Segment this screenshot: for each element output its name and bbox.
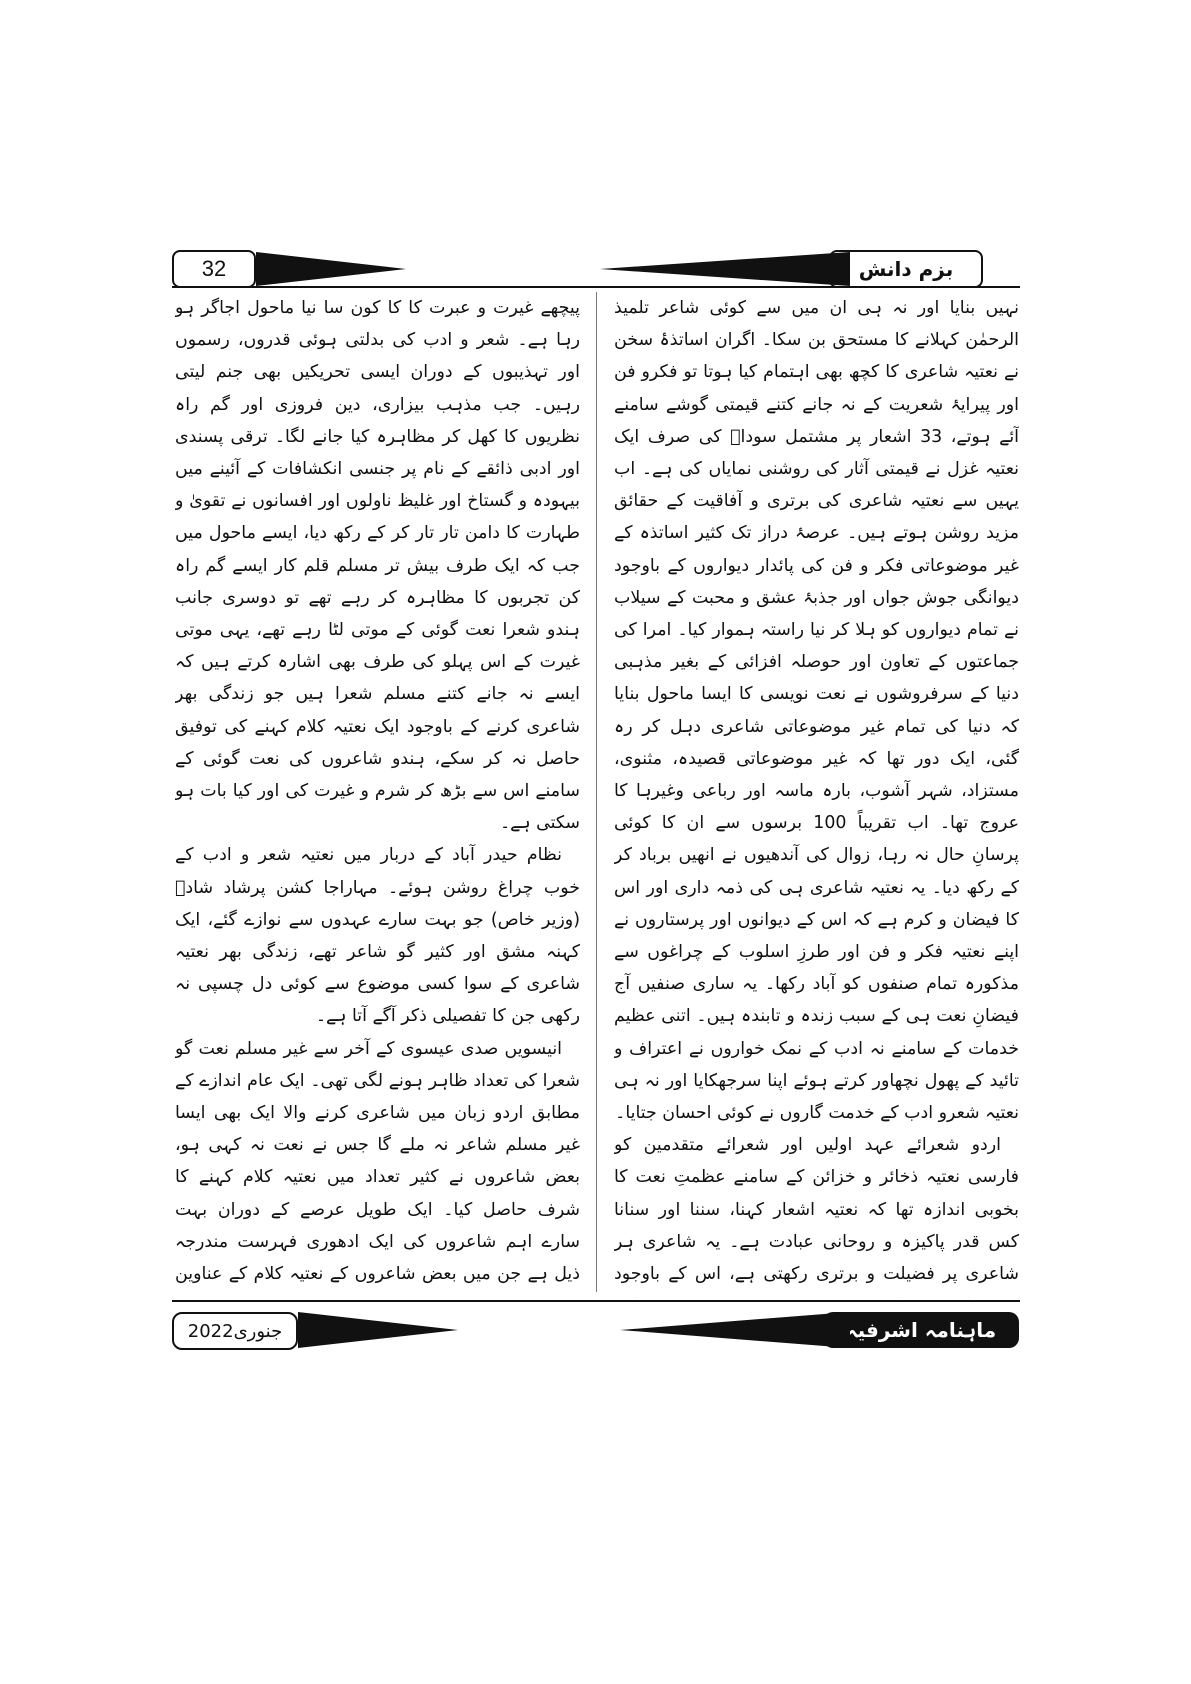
magazine-name-badge (823, 1312, 1019, 1348)
right-text-column (614, 292, 1019, 1298)
column-divider (596, 292, 597, 1292)
footer-rule (172, 1300, 1020, 1302)
issue-date: جنوری2022 (187, 1320, 283, 1342)
section-title: بزم دانش (858, 257, 954, 281)
paragraph: نظام حیدر آباد کے دربار میں نعتیہ شعر و ادب کے خوب چراغ روشن ہوئے۔ مہاراجا کشن پرشاد شادؔ (وزیر خاص) جو بہت سارے عہدوں سے نوازے گئے، ایک کہنہ مشق اور کثیر گو شاعر تھے، زندگی بھر نعتیہ شاعری کے سوا کسی موضوع سے کوئی دل چسپی نہ رکھی جن کا تفصیلی ذکر آگے آتا ہے۔ (175, 845, 580, 1027)
header-decorative-wedge-left (256, 252, 406, 286)
paragraph: اردو شعرائے عہد اولیں اور شعرائے متقدمین کو فارسی نعتیہ ذخائر و خزائن کے سامنے عظمتِ نعت کا بخوبی اندازہ تھا کہ نعتیہ اشعار کہنا، سننا اور سنانا کس قدر پاکیزہ و روحانی عبادت ہے۔ یہ شاعری ہر شاعری پر فضیلت و برتری رکھتی ہے، اس کے باوجود (614, 1135, 1019, 1285)
footer-decorative-wedge-right (620, 1312, 850, 1348)
page-number-box (172, 250, 256, 288)
paragraph: پیچھے غیرت و عبرت کا کا کون سا نیا ماحول اجاگر ہو رہا ہے۔ شعر و ادب کی بدلتی ہوئی قدروں، رسموں اور تہذیبوں کے دوران ایسی تحریکیں بھی جنم لیتی رہیں۔ جب مذہب بیزاری، دین فروزی اور گم راہ نظریوں کا کھل کر مظاہرہ کیا جانے لگا۔ ترقی پسندی اور ادبی ذائقے کے نام پر جنسی انکشافات کے آئینے میں بیہودہ و گستاخ اور غلیظ ناولوں اور افسانوں نے تقویٰ و طہارت کا دامن تار تار کر کے رکھ دیا، ایسے ماحول میں جب کہ ایک طرف بیش تر مسلم قلم کار ایسے گم راہ کن تجربوں کا مظاہرہ کر رہے تھے تو دوسری جانب ہندو شعرا نعت گوئی کے موتی لٹا رہے تھے، یہی موتی غیرت کے اس پہلو کی طرف بھی اشارہ کرتے ہیں کہ ایسے نہ جانے کتنے مسلم شعرا ہیں جو زندگی بھر شاعری کرنے کے باوجود ایک نعتیہ کلام کہنے کی توفیق حاصل نہ کر سکے، ہندو شاعروں کی نعت گوئی کے سامنے اس سے بڑھ کر شرم و غیرت کی اور کیا بات ہو سکتی ہے۔ (175, 298, 580, 834)
issue-date-box (172, 1312, 298, 1350)
left-text-column (175, 292, 580, 1298)
section-title-badge (829, 250, 983, 288)
header-decorative-wedge-right (600, 252, 850, 286)
magazine-name: ماہنامہ اشرفیہ (845, 1318, 997, 1342)
footer-decorative-wedge-left (298, 1312, 458, 1348)
paragraph: انیسویں صدی عیسوی کے آخر سے غیر مسلم نعت گو شعرا کی تعداد ظاہر ہونے لگی تھی۔ ایک عام اندازے کے مطابق اردو زبان میں شاعری کرنے والا ایک بھی ایسا غیر مسلم شاعر نہ ملے گا جس نے نعت نہ کہی ہو، بعض شاعروں نے کثیر تعداد میں نعتیہ کلام کہنے کا شرف حاصل کیا۔ ایک طویل عرصے کے دوران بہت سارے اہم شاعروں کی ایک ادھوری فہرست مندرجہ ذیل ہے جن میں بعض شاعروں کے نعتیہ کلام کے عناوین (175, 1038, 580, 1285)
paragraph: نہیں بنایا اور نہ ہی ان میں سے کوئی شاعر تلمیذ الرحمٰن کہلانے کا مستحق بن سکا۔ اگران اساتذۂ سخن نے نعتیہ شاعری کا کچھ بھی اہتمام کیا ہوتا تو فکرو فن اور پیرایۂ شعریت کے نہ جانے کتنے قیمتی گوشے سامنے آئے ہوتے، 33 اشعار پر مشتمل سوداؔ کی صرف ایک نعتیہ غزل نے قیمتی آثار کی روشنی نمایاں کی ہے۔ اب یہیں سے نعتیہ شاعری کی برتری و آفاقیت کے حقائق مزید روشن ہوتے ہیں۔ عرصۂ دراز تک کثیر اساتذہ کے غیر موضوعاتی فکر و فن کی پائدار دیواروں کے باوجود دیوانگی جوش جواں اور جذبۂ عشق و محبت کے سیلاب نے تمام دیواروں کو ہلا کر نیا راستہ ہموار کیا۔ امرا کی جماعتوں کے تعاون اور حوصلہ افزائی کے بغیر مذہبی دنیا کے سرفروشوں نے نعت نویسی کا ایسا ماحول بنایا کہ دنیا کی تمام غیر موضوعاتی شاعری دہل کر رہ گئی، ایک دور تھا کہ غیر موضوعاتی قصیدہ، مثنوی، مستزاد، شہر آشوب، بارہ ماسہ اور رباعی وغیرہا کا عروج تھا۔ اب تقریباً 100 برسوں سے ان کا کوئی پرسانِ حال نہ رہا، زوال کی آندھیوں نے انھیں برباد کر کے رکھ دیا۔ یہ نعتیہ شاعری ہی کی ذمہ داری اور اس کا فیضان و کرم ہے کہ اس کے دیوانوں اور پرستاروں نے اپنے نعتیہ فکر و فن اور طرزِ اسلوب کے چراغوں سے مذکورہ تمام صنفوں کو آباد رکھا۔ یہ ساری صنفیں آج فیضانِ نعت ہی کے سبب زندہ و تابندہ ہیں۔ اتنی عظیم خدمات کے سامنے نہ ادب کے نمک خواروں نے اعتراف و تائید کے پھول نچھاور کرتے ہوئے اپنا سرجھکایا اور نہ ہی نعتیہ شعرو ادب کے خدمت گاروں نے کوئی احسان جتایا۔ (614, 298, 1019, 1124)
page-number: 32 (201, 256, 227, 281)
header-rule (172, 286, 1020, 288)
